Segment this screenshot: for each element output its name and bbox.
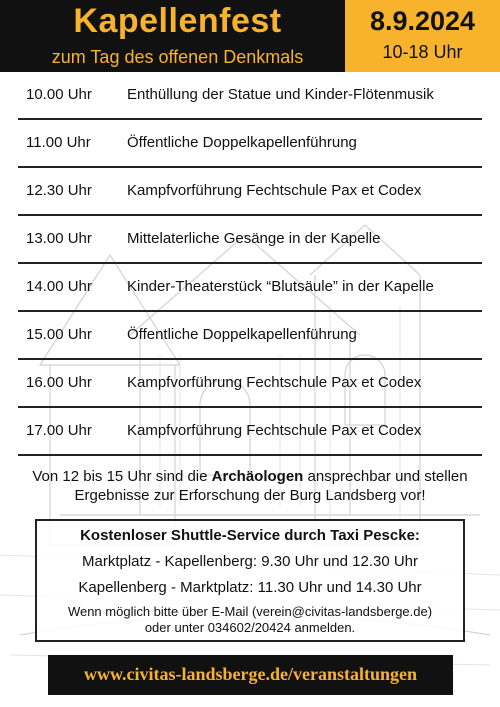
shuttle-note: [37, 604, 463, 636]
shuttle-note-line-2: oder unter 034602/20424 anmelden.: [144, 620, 356, 635]
schedule-row: [18, 72, 482, 120]
date-box: [345, 0, 500, 72]
footer-url-bar: [48, 655, 453, 695]
schedule-row: [18, 408, 482, 456]
schedule-time: 17.00 Uhr: [26, 422, 92, 439]
schedule-event: Kinder-Theaterstück “Blutsäule” in der Kapelle: [127, 278, 434, 295]
schedule-row: [18, 216, 482, 264]
schedule-event: Mittelaterliche Gesänge in der Kapelle: [127, 230, 381, 247]
website-link[interactable]: www.civitas-landsberge.de/veranstaltungen: [84, 664, 417, 684]
info-highlight: Archäologen: [211, 468, 304, 485]
schedule-time: 12.30 Uhr: [26, 182, 92, 199]
schedule-time: 13.00 Uhr: [26, 230, 92, 247]
info-text-start: Von 12 bis 15 Uhr sind die: [32, 468, 212, 485]
shuttle-box: [35, 519, 465, 642]
schedule-event: Kampfvorführung Fechtschule Pax et Codex: [127, 374, 422, 391]
schedule-event: Öffentliche Doppelkapellenführung: [127, 326, 357, 343]
info-text-end: ansprechbar und stellen Ergebnisse zur Erforschung der Burg Landsberg vor!: [74, 468, 468, 504]
schedule-time: 11.00 Uhr: [26, 134, 91, 151]
schedule-row: [18, 168, 482, 216]
event-hours: 10-18 Uhr: [382, 42, 463, 62]
schedule-event: Enthüllung der Statue und Kinder-Flötenmusik: [127, 86, 434, 103]
schedule-event: Kampfvorführung Fechtschule Pax et Codex: [127, 422, 422, 439]
schedule-time: 16.00 Uhr: [26, 374, 92, 391]
schedule-row: [18, 264, 482, 312]
archaeologists-info: [20, 467, 480, 505]
schedule-row: [18, 312, 482, 360]
schedule-time: 14.00 Uhr: [26, 278, 92, 295]
event-date: 8.9.2024: [369, 6, 476, 36]
event-subtitle: zum Tag des offenen Denkmals: [51, 47, 304, 67]
schedule-event: Kampfvorführung Fechtschule Pax et Codex: [127, 182, 422, 199]
shuttle-heading: Kostenloser Shuttle-Service durch Taxi Pescke:: [80, 527, 420, 544]
schedule-table: [0, 72, 500, 456]
schedule-time: 15.00 Uhr: [26, 326, 92, 343]
event-title: Kapellenfest: [73, 2, 282, 40]
schedule-event: Öffentliche Doppelkapellenführung: [127, 134, 357, 151]
schedule-time: 10.00 Uhr: [26, 86, 92, 103]
shuttle-route-2: Kapellenberg - Marktplatz: 11.30 Uhr und 14.30 Uhr: [78, 579, 422, 596]
shuttle-route-1: Marktplatz - Kapellenberg: 9.30 Uhr und 12.30 Uhr: [81, 553, 419, 570]
schedule-row: [18, 360, 482, 408]
shuttle-note-line-1: Wenn möglich bitte über E-Mail (verein@civitas-landsberge.de): [67, 604, 433, 619]
schedule-row: [18, 120, 482, 168]
header-banner: [0, 0, 500, 72]
